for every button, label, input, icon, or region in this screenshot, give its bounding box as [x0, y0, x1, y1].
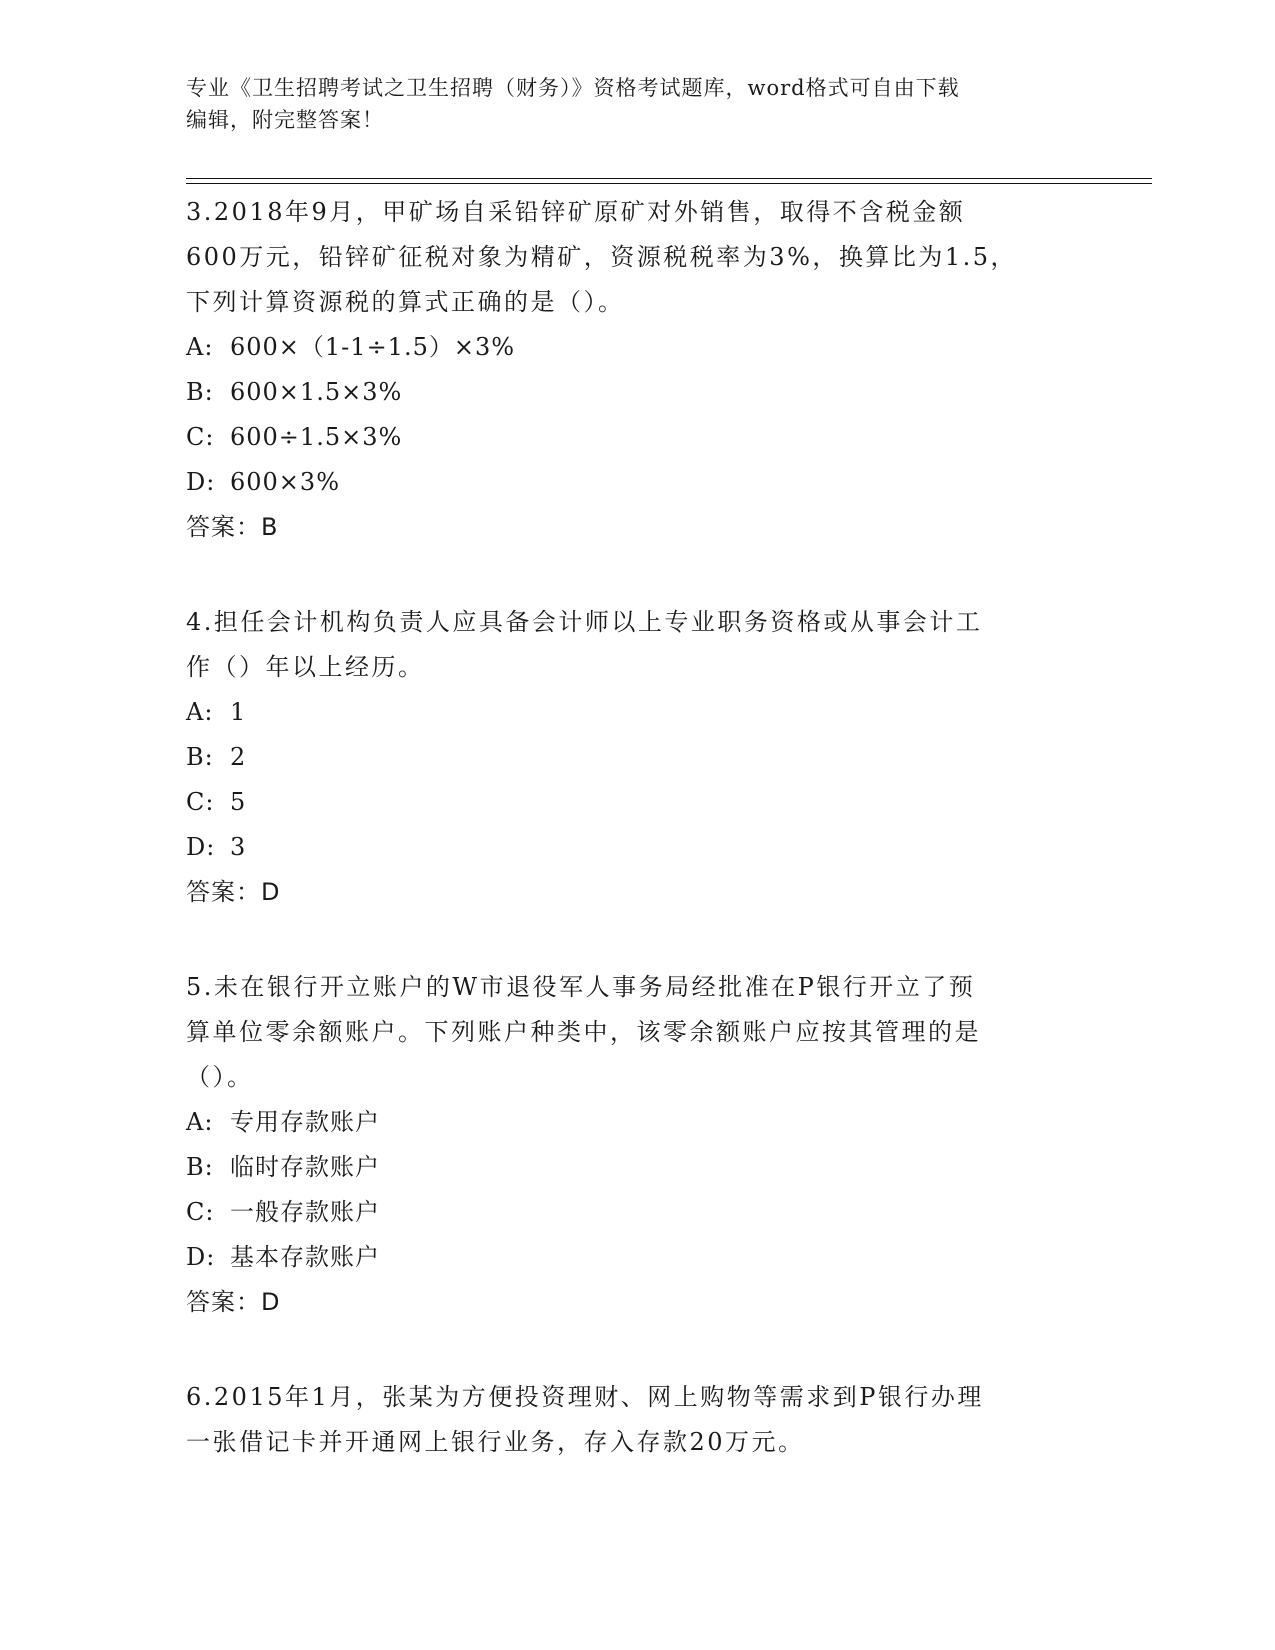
- answer-line: 答案：B: [186, 513, 279, 541]
- option-d: [186, 825, 1066, 870]
- option-label: C:: [186, 423, 215, 451]
- option-b: [186, 370, 1066, 415]
- option-c: [186, 415, 1066, 460]
- option-label: D:: [186, 468, 216, 496]
- option-text: 600×（1-1÷1.5）×3%: [230, 333, 516, 361]
- question-stem-line: 一张借记卡并开通网上银行业务，存入存款20万元。: [186, 1428, 805, 1456]
- option-label: A:: [186, 1108, 214, 1136]
- question-stem-line: 下列计算资源税的算式正确的是（）。: [186, 288, 625, 316]
- option-label: B:: [186, 1153, 214, 1181]
- question-item: [186, 965, 1066, 1325]
- option-a: [186, 1100, 1066, 1145]
- option-a: [186, 690, 1066, 735]
- answer-line: 答案：D: [186, 878, 281, 906]
- option-text: 1: [230, 698, 247, 726]
- option-c: [186, 780, 1066, 825]
- question-item: [186, 1375, 1066, 1465]
- option-text: 5: [230, 788, 247, 816]
- option-label: C:: [186, 1198, 215, 1226]
- option-text: 临时存款账户: [230, 1153, 380, 1181]
- option-d: [186, 460, 1066, 505]
- question-stem-line: （）。: [186, 1063, 254, 1091]
- option-label: D:: [186, 1243, 216, 1271]
- option-label: C:: [186, 788, 215, 816]
- option-text: 基本存款账户: [230, 1243, 380, 1271]
- option-label: D:: [186, 833, 216, 861]
- option-text: 3: [230, 833, 247, 861]
- question-stem-line: 6.2015年1月，张某为方便投资理财、网上购物等需求到P银行办理: [186, 1383, 984, 1411]
- option-text: 600×1.5×3%: [230, 378, 403, 406]
- answer-line: 答案：D: [186, 1288, 281, 1316]
- option-text: 2: [230, 743, 247, 771]
- question-item: [186, 190, 1066, 550]
- option-label: B:: [186, 378, 214, 406]
- question-list: [186, 190, 1066, 1515]
- question-stem-line: 4.担任会计机构负责人应具备会计师以上专业职务资格或从事会计工: [186, 608, 983, 636]
- question-stem-line: 3.2018年9月，甲矿场自采铅锌矿原矿对外销售，取得不含税金额: [186, 198, 966, 226]
- question-stem-line: 算单位零余额账户。下列账户种类中，该零余额账户应按其管理的是: [186, 1018, 981, 1046]
- option-text: 600×3%: [230, 468, 340, 496]
- header-line-1: 专业《卫生招聘考试之卫生招聘（财务）》资格考试题库，word格式可自由下载: [186, 76, 960, 100]
- question-stem-line: 600万元，铅锌矿征税对象为精矿，资源税税率为3%，换算比为1.5，: [186, 243, 1018, 271]
- option-d: [186, 1235, 1066, 1280]
- option-label: A:: [186, 333, 214, 361]
- option-label: B:: [186, 743, 214, 771]
- header-divider-bottom: [186, 183, 1152, 184]
- option-a: [186, 325, 1066, 370]
- document-header: [186, 72, 1066, 136]
- header-line-2: 编辑，附完整答案！: [186, 108, 384, 132]
- option-text: 专用存款账户: [230, 1108, 380, 1136]
- question-stem-line: 5.未在银行开立账户的W市退役军人事务局经批准在P银行开立了预: [186, 973, 976, 1001]
- option-c: [186, 1190, 1066, 1235]
- option-b: [186, 735, 1066, 780]
- question-stem-line: 作（）年以上经历。: [186, 653, 425, 681]
- option-text: 一般存款账户: [230, 1198, 380, 1226]
- option-text: 600÷1.5×3%: [230, 423, 403, 451]
- option-b: [186, 1145, 1066, 1190]
- option-label: A:: [186, 698, 214, 726]
- header-divider-top: [186, 178, 1152, 179]
- question-item: [186, 600, 1066, 915]
